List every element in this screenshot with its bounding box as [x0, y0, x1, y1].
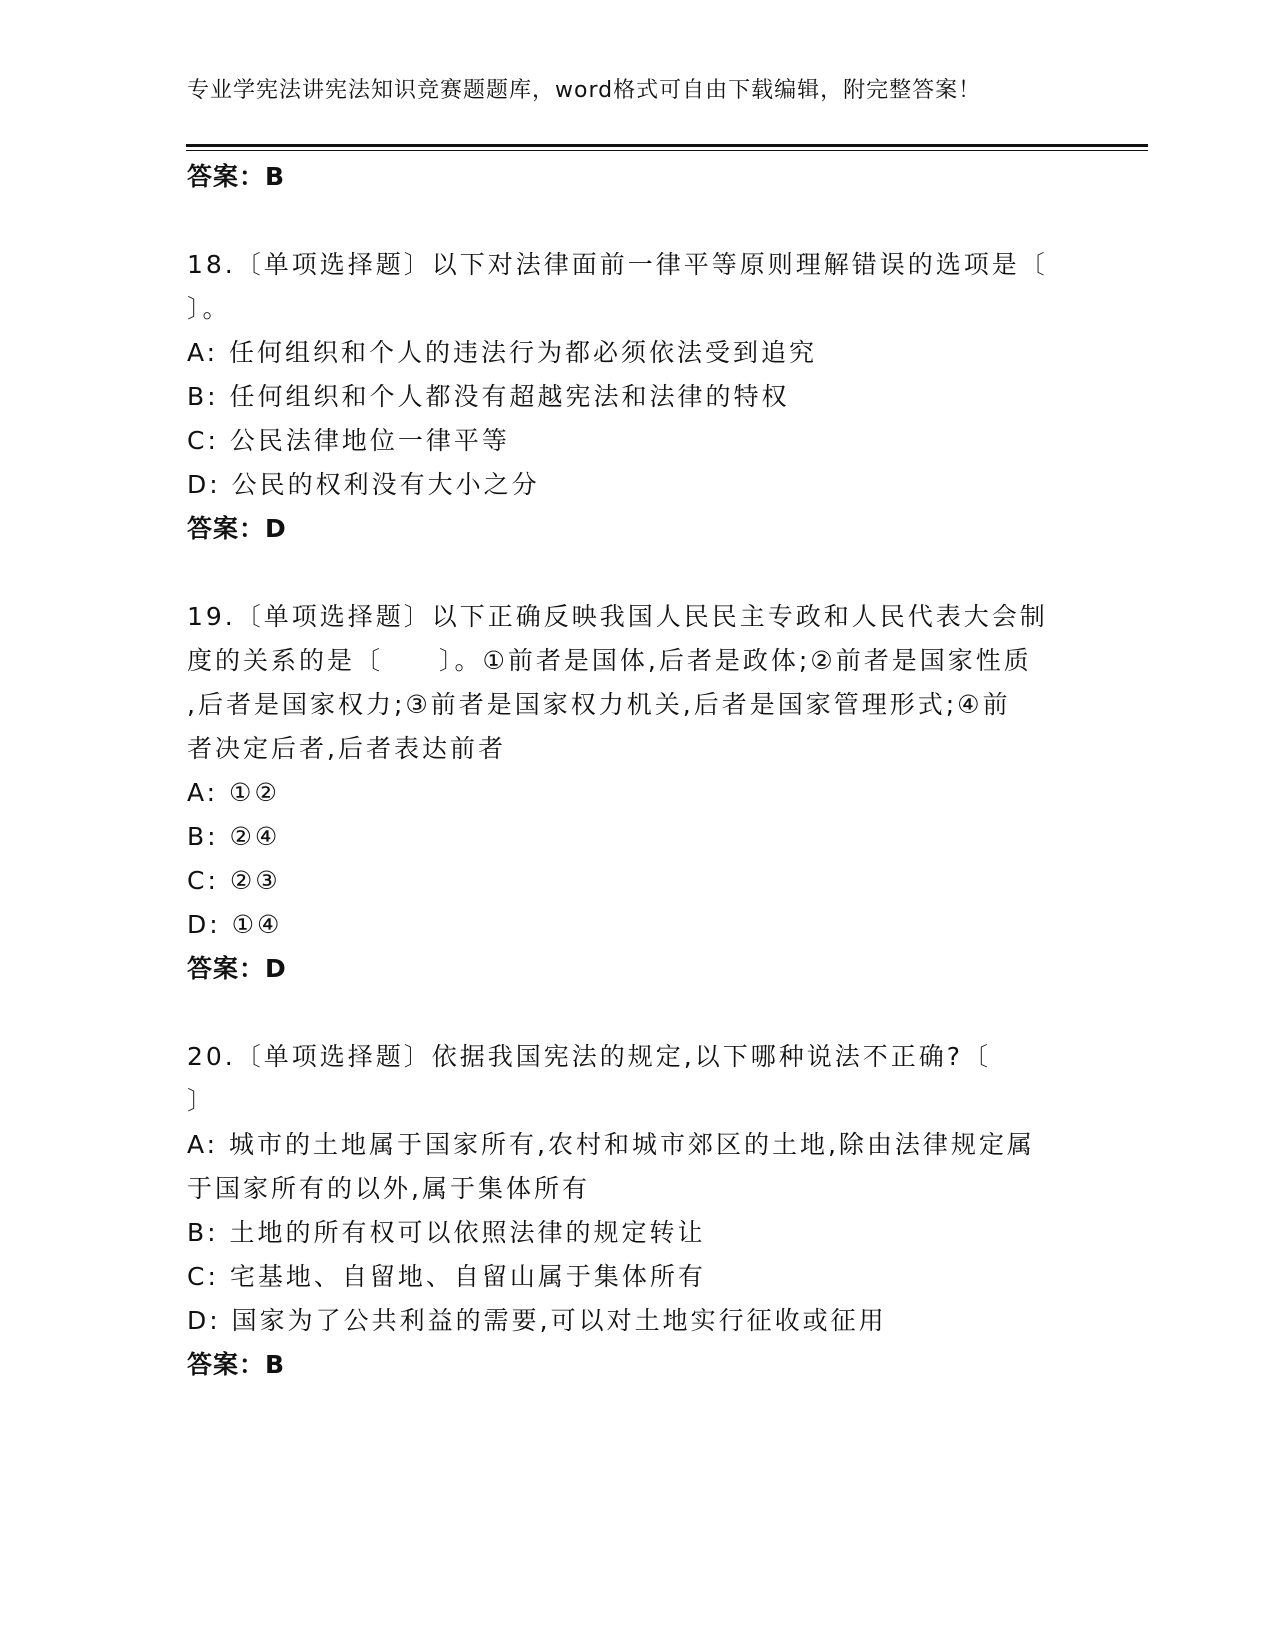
q19-stem-line4: 者决定后者,后者表达前者	[187, 734, 506, 763]
q19-option-d: D: ①④	[187, 910, 283, 939]
q20-stem-line2: 〕	[187, 1086, 216, 1115]
page-header: 专业学宪法讲宪法知识竞赛题题库，word格式可自由下载编辑，附完整答案！	[187, 78, 982, 103]
q18-option-b: B: 任何组织和个人都没有超越宪法和法律的特权	[187, 382, 790, 411]
header-rule-thick	[186, 144, 1148, 147]
q20-option-a-line1: A: 城市的土地属于国家所有,农村和城市郊区的土地,除由法律规定属	[187, 1130, 1035, 1159]
q18-answer: 答案：D	[187, 514, 287, 543]
q20-stem-line1: 20.〔单项选择题〕依据我国宪法的规定,以下哪种说法不正确?〔	[187, 1042, 991, 1071]
header-rule-thin	[186, 150, 1148, 151]
q19-option-c: C: ②③	[187, 866, 281, 895]
q19-option-b: B: ②④	[187, 822, 281, 851]
q20-answer: 答案：B	[187, 1350, 286, 1379]
q19-stem-line1: 19.〔单项选择题〕以下正确反映我国人民民主专政和人民代表大会制	[187, 602, 1048, 631]
q19-answer: 答案：D	[187, 954, 287, 983]
q18-stem-line2: 〕。	[187, 294, 231, 323]
q20-option-b: B: 土地的所有权可以依照法律的规定转让	[187, 1218, 706, 1247]
q20-option-d: D: 国家为了公共利益的需要,可以对土地实行征收或征用	[187, 1306, 887, 1335]
q19-stem-line3: ,后者是国家权力;③前者是国家权力机关,后者是国家管理形式;④前	[187, 690, 1011, 719]
q18-stem-line1: 18.〔单项选择题〕以下对法律面前一律平等原则理解错误的选项是〔	[187, 250, 1048, 279]
previous-answer: 答案：B	[187, 162, 286, 191]
q18-option-a: A: 任何组织和个人的违法行为都必须依法受到追究	[187, 338, 818, 367]
q20-option-c: C: 宅基地、自留地、自留山属于集体所有	[187, 1262, 706, 1291]
q18-option-d: D: 公民的权利没有大小之分	[187, 470, 540, 499]
q18-option-c: C: 公民法律地位一律平等	[187, 426, 510, 455]
q19-stem-line2: 度的关系的是〔 〕。①前者是国体,后者是政体;②前者是国家性质	[187, 646, 1032, 675]
q19-option-a: A: ①②	[187, 778, 280, 807]
q20-option-a-line2: 于国家所有的以外,属于集体所有	[187, 1174, 590, 1203]
